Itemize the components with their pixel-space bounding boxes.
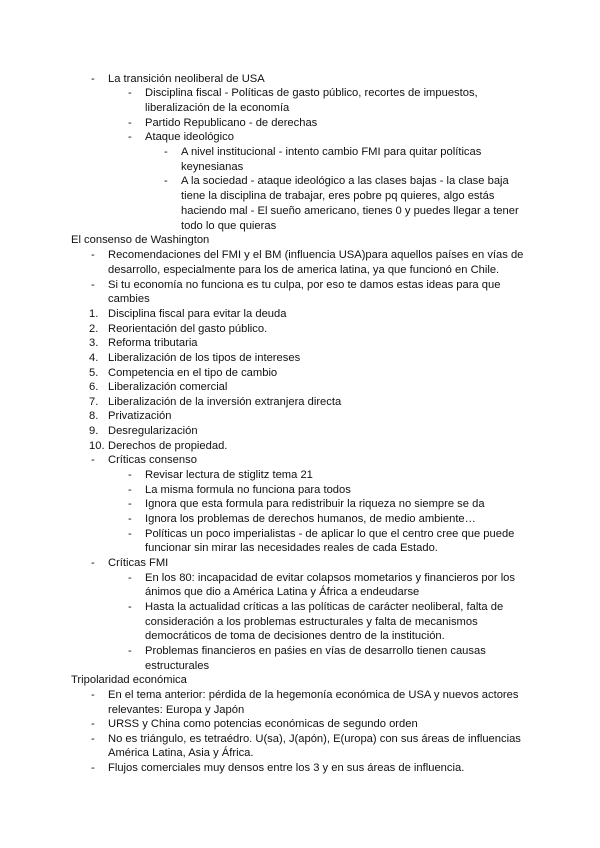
numbered-item: Liberalización de la inversión extranjera directa — [108, 396, 342, 408]
list-number: 3. — [89, 337, 99, 349]
list-item-continuation: desarrollo, especialmente para los de america latina, ya que funcionó en Chile. — [108, 264, 500, 276]
list-item: URSS y China como potencias económicas de segundo orden — [108, 718, 418, 730]
numbered-item: Derechos de propiedad. — [108, 440, 228, 452]
list-item-continuation: tiene la disciplina de trabajar, eres pobre pq quieres, algo estás — [181, 190, 495, 202]
section-heading-tripolaridad: Tripolaridad económica — [71, 674, 187, 686]
bullet-dash: - — [128, 484, 132, 496]
bullet-dash: - — [91, 733, 95, 745]
list-number: 7. — [89, 396, 99, 408]
bullet-dash: - — [128, 601, 132, 613]
bullet-dash: - — [128, 131, 132, 143]
bullet-dash: - — [91, 454, 95, 466]
list-item: Flujos comerciales muy densos entre los 3 y en sus áreas de influencia. — [108, 762, 465, 774]
list-number: 10. — [89, 440, 105, 452]
bullet-dash: - — [128, 572, 132, 584]
numbered-item: Competencia en el tipo de cambio — [108, 367, 278, 379]
list-item: Ignora que esta formula para redistribuir la riqueza no siempre se da — [145, 498, 485, 510]
numbered-item: Disciplina fiscal para evitar la deuda — [108, 308, 287, 320]
bullet-dash: - — [91, 279, 95, 291]
bullet-dash: - — [91, 73, 95, 85]
bullet-dash: - — [128, 498, 132, 510]
list-item: La transición neoliberal de USA — [108, 73, 265, 85]
list-item: Ignora los problemas de derechos humanos, de medio ambiente… — [145, 513, 476, 525]
bullet-dash: - — [91, 718, 95, 730]
list-item: Si tu economía no funciona es tu culpa, por eso te damos estas ideas para que — [108, 279, 501, 291]
list-item-continuation: relevantes: Europa y Japón — [108, 704, 245, 716]
numbered-item: Liberalización de los tipos de intereses — [108, 352, 301, 364]
list-item: En el tema anterior: pérdida de la hegemonía económica de USA y nuevos actores — [108, 689, 519, 701]
bullet-dash: - — [128, 117, 132, 129]
list-number: 1. — [89, 308, 99, 320]
bullet-dash: - — [91, 557, 95, 569]
list-item: Recomendaciones del FMI y el BM (influencia USA)para aquellos países en vías de — [108, 249, 524, 261]
bullet-dash: - — [128, 513, 132, 525]
bullet-dash: - — [91, 762, 95, 774]
list-item: Hasta la actualidad críticas a las políticas de carácter neoliberal, falta de — [145, 601, 504, 613]
list-item: A nivel institucional - intento cambio FMI para quitar políticas — [181, 146, 482, 158]
numbered-item: Liberalización comercial — [108, 381, 228, 393]
bullet-dash: - — [128, 645, 132, 657]
list-item: Problemas financieros en paśies en vías de desarrollo tienen causas — [145, 645, 486, 657]
list-item: La misma formula no funciona para todos — [145, 484, 351, 496]
list-item-continuation: América Latina, Asia y África. — [108, 747, 254, 759]
list-item-continuation: keynesianas — [181, 161, 244, 173]
list-item: Disciplina fiscal - Políticas de gasto público, recortes de impuestos, — [145, 87, 478, 99]
list-item-continuation: liberalización de la economía — [145, 102, 290, 114]
list-item: Revisar lectura de stiglitz tema 21 — [145, 469, 313, 481]
list-item: A la sociedad - ataque ideológico a las clases bajas - la clase baja — [181, 175, 509, 187]
bullet-dash: - — [164, 175, 168, 187]
list-item-continuation: estructurales — [145, 660, 210, 672]
bullet-dash: - — [128, 528, 132, 540]
numbered-item: Desregularización — [108, 425, 198, 437]
list-number: 8. — [89, 410, 99, 422]
list-item-continuation: consideración a los problemas estructurales y falta de mecanismos — [145, 616, 478, 628]
list-item-continuation: haciendo mal - El sueño americano, tienes 0 y puedes llegar a tener — [181, 205, 519, 217]
numbered-item: Privatización — [108, 410, 172, 422]
list-item: Partido Republicano - de derechas — [145, 117, 318, 129]
list-number: 2. — [89, 323, 99, 335]
bullet-dash: - — [164, 146, 168, 158]
bullet-dash: - — [91, 689, 95, 701]
list-item: Críticas FMI — [108, 557, 169, 569]
list-number: 9. — [89, 425, 99, 437]
list-item-continuation: funcionar sin mirar las necesidades reales de cada Estado. — [145, 542, 438, 554]
numbered-item: Reforma tributaria — [108, 337, 198, 349]
list-item-continuation: todo lo que quieras — [181, 220, 277, 232]
list-item: Ataque ideológico — [145, 131, 234, 143]
bullet-dash: - — [128, 469, 132, 481]
list-item-continuation: ánimos que dio a América Latina y África a endeudarse — [145, 586, 420, 598]
list-number: 5. — [89, 367, 99, 379]
list-number: 4. — [89, 352, 99, 364]
list-item: En los 80: incapacidad de evitar colapsos mometarios y financieros por los — [145, 572, 516, 584]
section-heading-washington: El consenso de Washington — [71, 234, 210, 246]
list-item: No es triángulo, es tetraédro. U(sa), J(apón), E(uropa) con sus áreas de influencias — [108, 733, 521, 745]
list-item-continuation: democráticos de toma de decisiones dentro de la institución. — [145, 630, 445, 642]
list-number: 6. — [89, 381, 99, 393]
numbered-item: Reorientación del gasto público. — [108, 323, 268, 335]
bullet-dash: - — [128, 87, 132, 99]
list-item: Políticas un poco imperialistas - de aplicar lo que el centro cree que puede — [145, 528, 515, 540]
list-item: Críticas consenso — [108, 454, 197, 466]
bullet-dash: - — [91, 249, 95, 261]
list-item-continuation: cambies — [108, 293, 150, 305]
